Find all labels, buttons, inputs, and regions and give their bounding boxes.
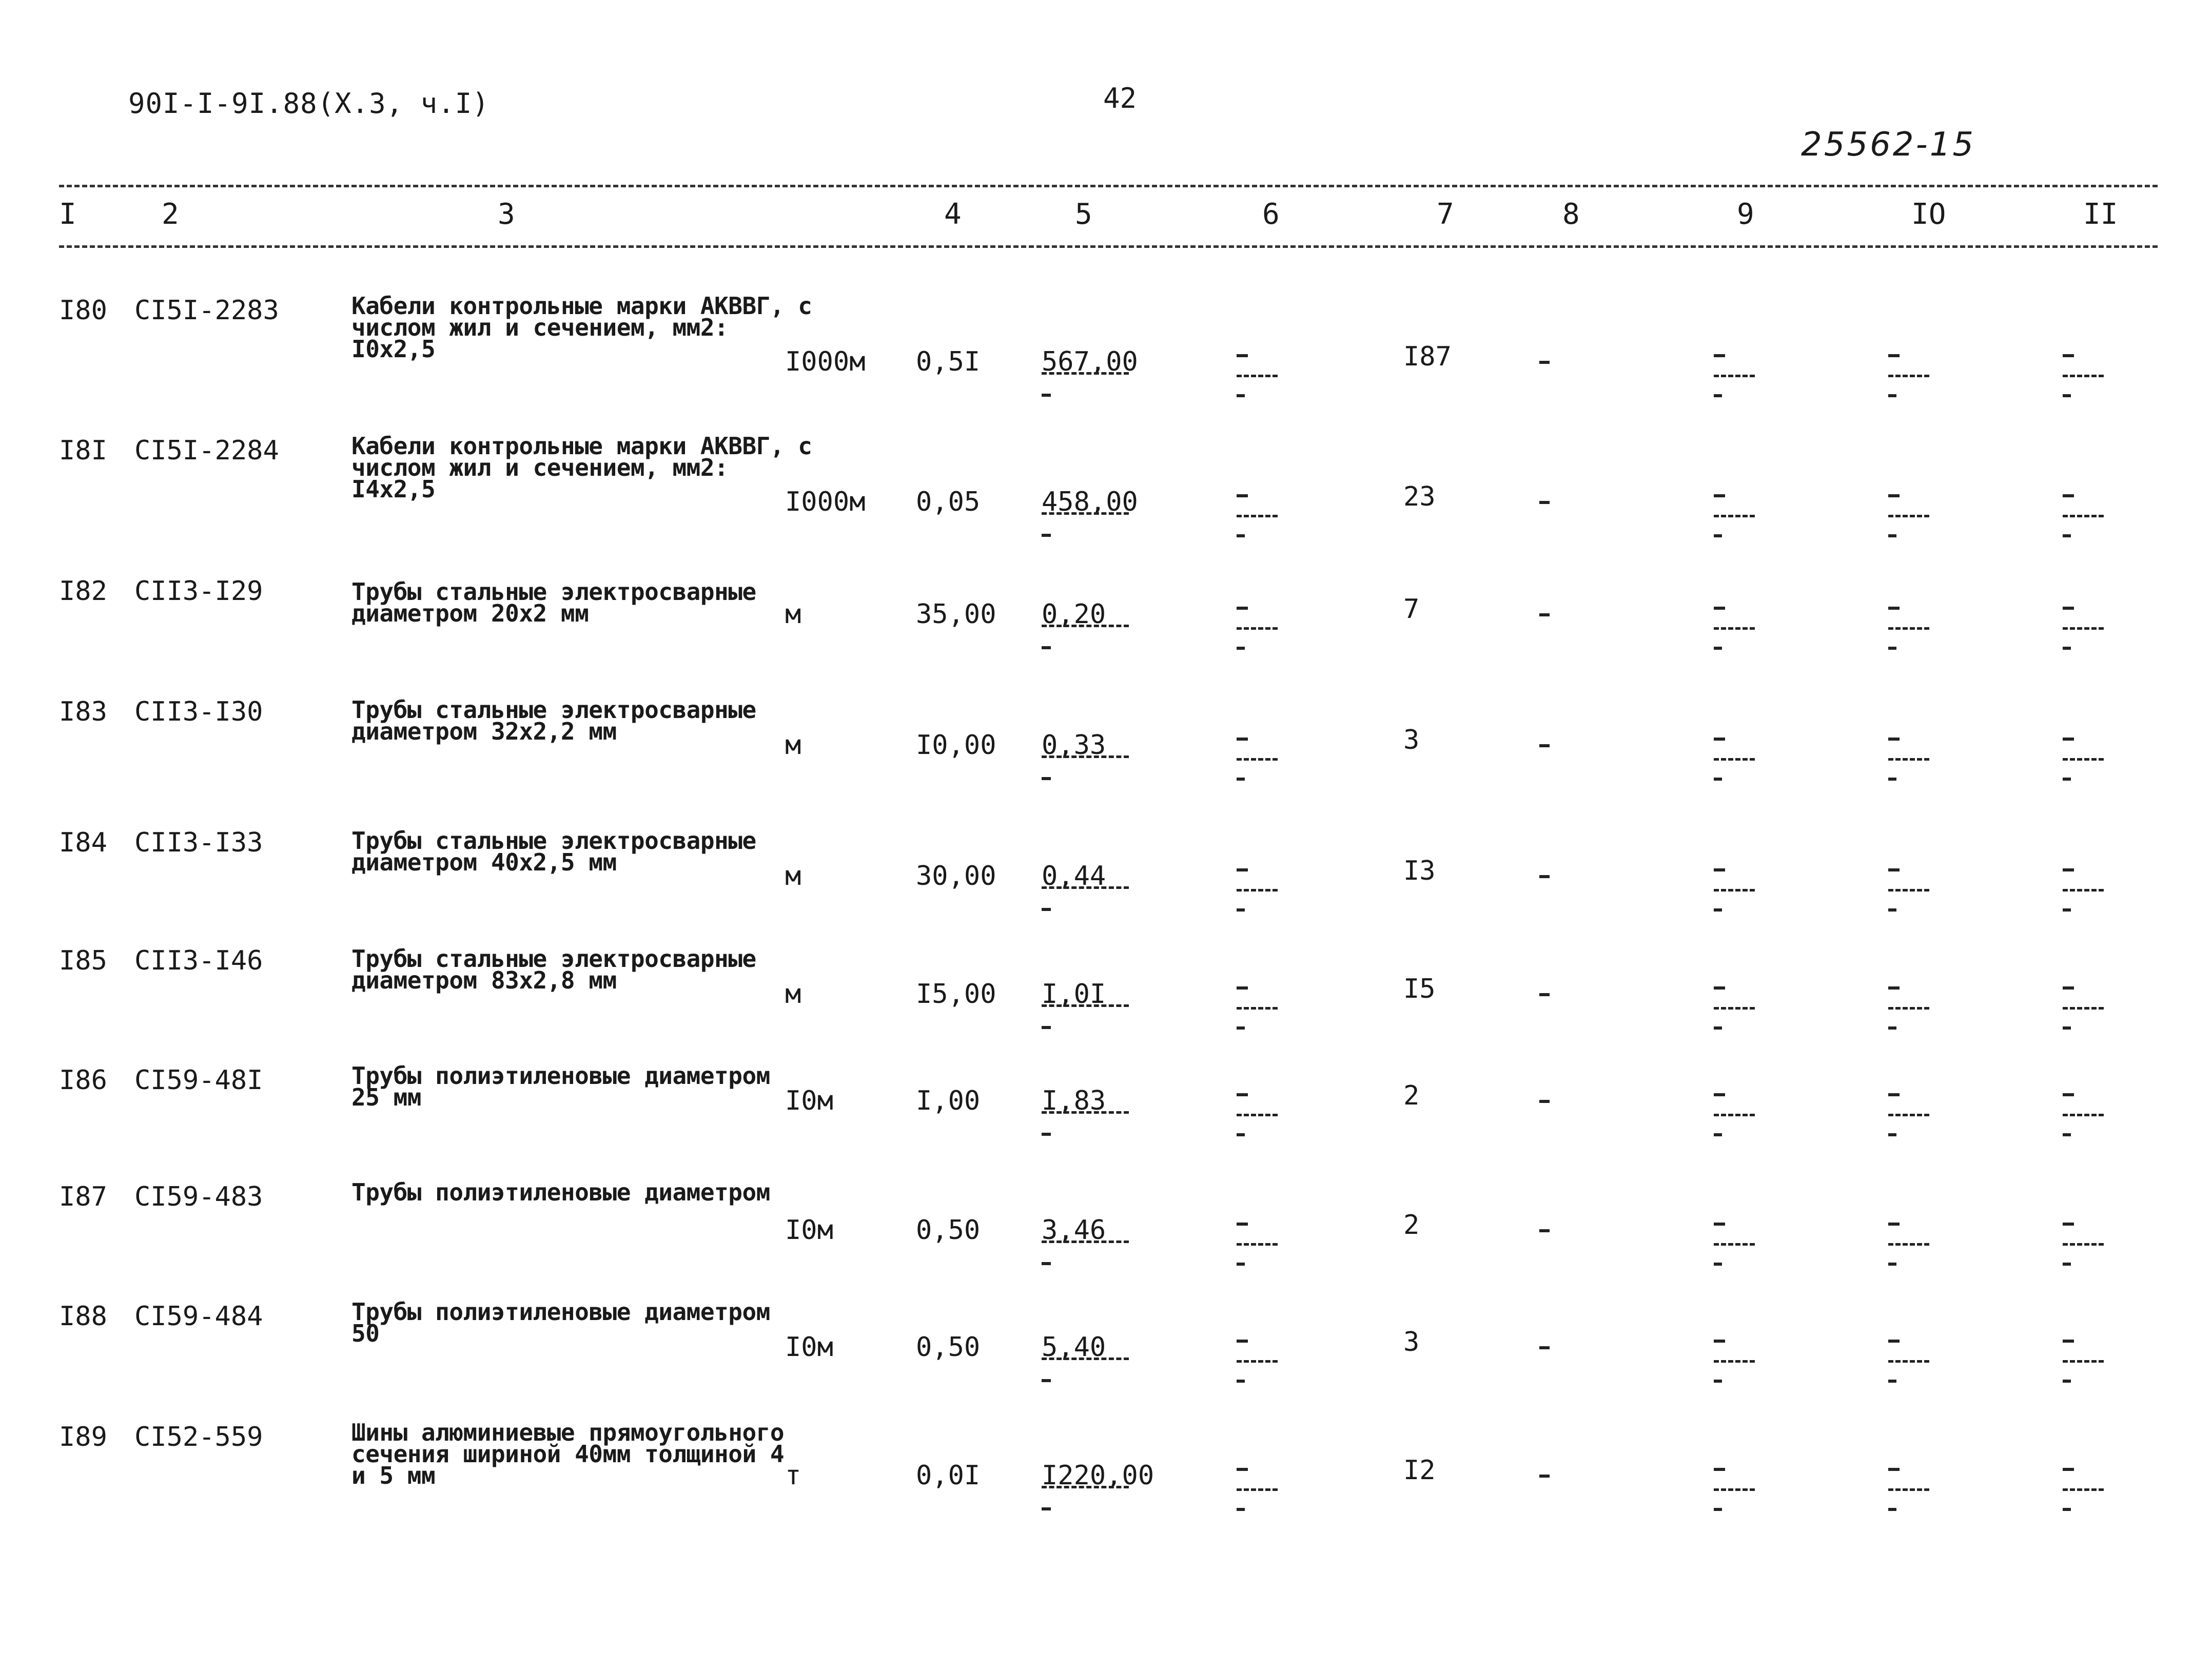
column-9-fraction <box>1714 354 1770 411</box>
unit-price: 458,00 <box>1042 487 1138 517</box>
handwritten-stamp-number: 25562-15 <box>1801 126 1976 164</box>
row-number: I89 <box>59 1422 107 1452</box>
column-header-4: 4 <box>944 198 962 231</box>
item-description: Трубы полиэтиленовые диаметром 50 <box>351 1298 770 1347</box>
column-header-2: 2 <box>162 198 179 231</box>
quantity: 30,00 <box>916 861 996 891</box>
item-description: Трубы полиэтиленовые диаметром <box>351 1178 770 1206</box>
column-7-value: 23 <box>1403 481 1436 512</box>
column-10-fraction <box>1888 1223 1945 1279</box>
unit-of-measure: м <box>785 599 801 630</box>
table-row <box>0 1178 2212 1284</box>
quantity: I,00 <box>916 1086 981 1116</box>
column-7-value: I5 <box>1403 974 1436 1004</box>
row-number: I8I <box>59 435 107 466</box>
column-7-value: 7 <box>1403 594 1420 625</box>
column-8-dash <box>1539 1346 1550 1349</box>
column-7-value: I3 <box>1403 856 1436 886</box>
item-description: Трубы стальные электросварные диаметром 32х2,2 мм <box>351 696 756 745</box>
column-6-fraction <box>1237 1468 1293 1524</box>
column-11-fraction <box>2063 738 2119 794</box>
row-number: I84 <box>59 827 107 858</box>
unit-of-measure: м <box>785 861 801 891</box>
price-fraction-marks <box>1042 512 1129 558</box>
unit-price: I,83 <box>1042 1086 1106 1116</box>
unit-of-measure: м <box>785 979 801 1010</box>
price-fraction-marks <box>1042 372 1129 418</box>
unit-price: 3,46 <box>1042 1215 1106 1246</box>
quantity: I5,00 <box>916 979 996 1010</box>
quantity: 0,05 <box>916 487 981 517</box>
column-11-fraction <box>2063 868 2119 925</box>
quantity: 0,5I <box>916 346 981 377</box>
column-6-fraction <box>1237 986 1293 1043</box>
unit-price: 567,00 <box>1042 346 1138 377</box>
column-9-fraction <box>1714 1093 1770 1150</box>
unit-of-measure: I000м <box>785 346 866 377</box>
column-11-fraction <box>2063 986 2119 1043</box>
column-7-value: I87 <box>1403 341 1452 372</box>
price-fraction-marks <box>1042 1240 1129 1287</box>
column-7-value: 3 <box>1403 725 1420 755</box>
quantity: 35,00 <box>916 599 996 630</box>
column-10-fraction <box>1888 607 1945 663</box>
item-description: Трубы стальные электросварные диаметром 83х2,8 мм <box>351 945 756 994</box>
unit-price: 0,44 <box>1042 861 1106 891</box>
column-6-fraction <box>1237 1223 1293 1279</box>
column-6-fraction <box>1237 1093 1293 1150</box>
rate-code: CII3-I33 <box>134 827 263 858</box>
column-header-11: II <box>2083 198 2118 231</box>
column-header-9: 9 <box>1737 198 1754 231</box>
table-row <box>0 1298 2212 1404</box>
column-6-fraction <box>1237 738 1293 794</box>
column-6-fraction <box>1237 868 1293 925</box>
column-8-dash <box>1539 1229 1550 1232</box>
column-11-fraction <box>2063 1223 2119 1279</box>
column-6-fraction <box>1237 1340 1293 1396</box>
rate-code: CI59-484 <box>134 1301 263 1332</box>
quantity: 0,0I <box>916 1460 981 1491</box>
unit-price: 0,33 <box>1042 730 1106 761</box>
column-header-7: 7 <box>1437 198 1454 231</box>
column-10-fraction <box>1888 1468 1945 1524</box>
unit-of-measure: I0м <box>785 1215 833 1246</box>
column-9-fraction <box>1714 1468 1770 1524</box>
column-11-fraction <box>2063 494 2119 551</box>
column-8-dash <box>1539 361 1550 364</box>
rate-code: CI59-483 <box>134 1181 263 1212</box>
column-10-fraction <box>1888 1093 1945 1150</box>
rate-code: CI5I-2283 <box>134 295 279 326</box>
price-fraction-marks <box>1042 1004 1129 1051</box>
document-code: 90I-I-9I.88(X.3, ч.I) <box>128 87 490 120</box>
column-header-5: 5 <box>1075 198 1092 231</box>
row-number: I86 <box>59 1065 107 1096</box>
table-row <box>0 292 2212 398</box>
column-11-fraction <box>2063 1340 2119 1396</box>
price-fraction-marks <box>1042 755 1129 802</box>
unit-of-measure: м <box>785 730 801 761</box>
column-7-value: 3 <box>1403 1327 1420 1358</box>
unit-price: I,0I <box>1042 979 1106 1010</box>
column-10-fraction <box>1888 354 1945 411</box>
price-fraction-marks <box>1042 1111 1129 1157</box>
column-9-fraction <box>1714 494 1770 551</box>
item-description: Трубы стальные электросварные диаметром 40х2,5 мм <box>351 827 756 876</box>
column-header-1: I <box>59 198 76 231</box>
column-7-value: I2 <box>1403 1455 1436 1486</box>
column-8-dash <box>1539 613 1550 616</box>
column-header-row <box>0 198 2212 239</box>
unit-price: 0,20 <box>1042 599 1106 630</box>
column-11-fraction <box>2063 354 2119 411</box>
column-9-fraction <box>1714 1223 1770 1279</box>
quantity: 0,50 <box>916 1332 981 1363</box>
rate-code: CI52-559 <box>134 1422 263 1452</box>
column-10-fraction <box>1888 868 1945 925</box>
column-8-dash <box>1539 1100 1550 1103</box>
table-top-rule <box>59 185 2158 187</box>
item-description: Трубы полиэтиленовые диаметром 25 мм <box>351 1062 770 1111</box>
rate-code: CII3-I46 <box>134 945 263 976</box>
column-header-10: IO <box>1911 198 1946 231</box>
column-11-fraction <box>2063 607 2119 663</box>
column-9-fraction <box>1714 738 1770 794</box>
row-number: I83 <box>59 696 107 727</box>
column-7-value: 2 <box>1403 1210 1420 1240</box>
rate-code: CI59-48I <box>134 1065 263 1096</box>
column-10-fraction <box>1888 1340 1945 1396</box>
unit-of-measure: т <box>785 1460 801 1491</box>
row-number: I87 <box>59 1181 107 1212</box>
column-6-fraction <box>1237 354 1293 411</box>
quantity: 0,50 <box>916 1215 981 1246</box>
column-11-fraction <box>2063 1093 2119 1150</box>
quantity: I0,00 <box>916 730 996 761</box>
column-7-value: 2 <box>1403 1080 1420 1111</box>
item-description: Шины алюминиевые прямоугольного сечения шириной 40мм толщиной 4 и 5 мм <box>351 1419 785 1489</box>
table-row <box>0 696 2212 799</box>
table-row <box>0 827 2212 930</box>
item-description: Кабели контрольные марки АКВВГ, с числом жил и сечением, мм2: I4х2,5 <box>351 432 812 503</box>
row-number: I88 <box>59 1301 107 1332</box>
rate-code: CII3-I30 <box>134 696 263 727</box>
column-header-3: 3 <box>498 198 515 231</box>
column-10-fraction <box>1888 494 1945 551</box>
rate-code: CII3-I29 <box>134 576 263 607</box>
table-row <box>0 432 2212 538</box>
column-6-fraction <box>1237 494 1293 551</box>
column-8-dash <box>1539 744 1550 747</box>
page-number: 42 <box>1103 82 1137 114</box>
row-number: I82 <box>59 576 107 607</box>
column-8-dash <box>1539 1475 1550 1478</box>
unit-price: 5,40 <box>1042 1332 1106 1363</box>
column-9-fraction <box>1714 1340 1770 1396</box>
table-row <box>0 945 2212 1048</box>
item-description: Трубы стальные электросварные диаметром 20х2 мм <box>351 578 756 627</box>
price-fraction-marks <box>1042 1358 1129 1404</box>
column-9-fraction <box>1714 868 1770 925</box>
row-number: I80 <box>59 295 107 326</box>
column-6-fraction <box>1237 607 1293 663</box>
column-8-dash <box>1539 993 1550 996</box>
column-11-fraction <box>2063 1468 2119 1524</box>
table-row <box>0 1062 2212 1168</box>
unit-price: I220,00 <box>1042 1460 1154 1491</box>
unit-of-measure: I000м <box>785 487 866 517</box>
price-fraction-marks <box>1042 1486 1129 1532</box>
column-10-fraction <box>1888 986 1945 1043</box>
price-fraction-marks <box>1042 886 1129 933</box>
column-header-8: 8 <box>1562 198 1580 231</box>
column-9-fraction <box>1714 607 1770 663</box>
table-row <box>0 576 2212 679</box>
table-header-rule <box>59 245 2158 248</box>
unit-of-measure: I0м <box>785 1332 833 1363</box>
table-row <box>0 1419 2212 1524</box>
column-9-fraction <box>1714 986 1770 1043</box>
column-8-dash <box>1539 501 1550 504</box>
price-fraction-marks <box>1042 625 1129 671</box>
unit-of-measure: I0м <box>785 1086 833 1116</box>
rate-code: CI5I-2284 <box>134 435 279 466</box>
column-header-6: 6 <box>1262 198 1280 231</box>
row-number: I85 <box>59 945 107 976</box>
column-8-dash <box>1539 875 1550 878</box>
item-description: Кабели контрольные марки АКВВГ, с числом жил и сечением, мм2: I0х2,5 <box>351 292 812 363</box>
column-10-fraction <box>1888 738 1945 794</box>
